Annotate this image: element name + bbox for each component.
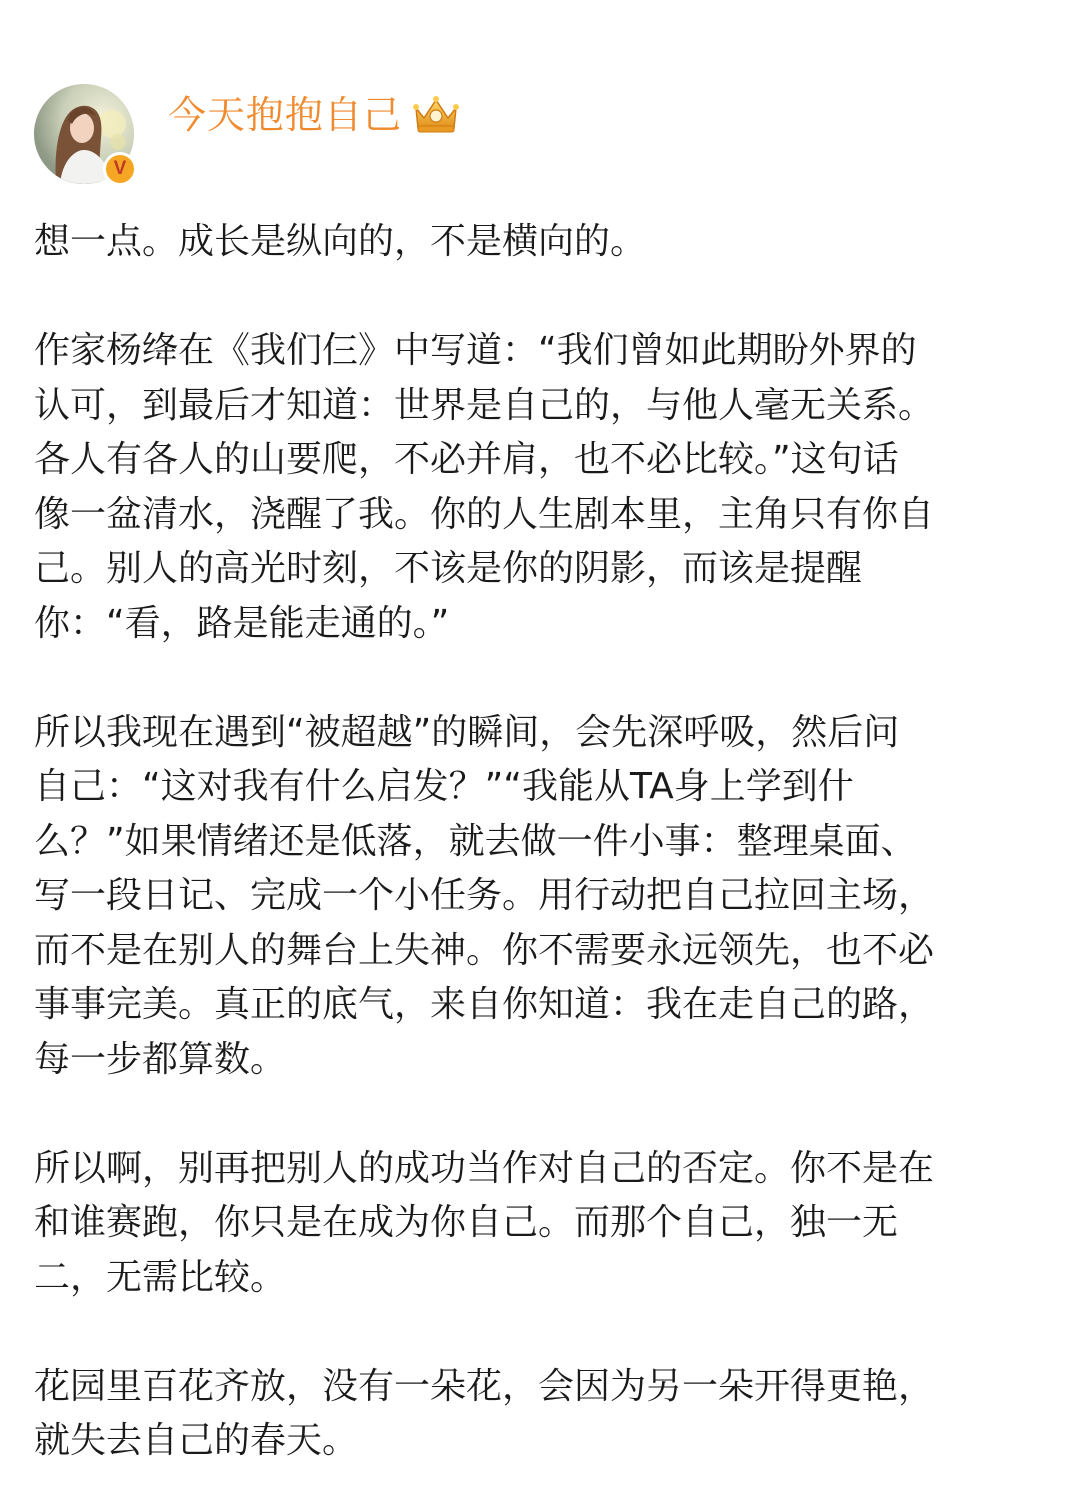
text-line: 写一段日记、完成一个小任务。用行动把自己拉回主场， xyxy=(34,875,935,916)
text-line: 像一盆清水，浇醒了我。你的人生剧本里，主角只有你自 xyxy=(34,493,935,535)
text-line: 认可，到最后才知道：世界是自己的，与他人毫无关系。 xyxy=(34,384,935,426)
text-line: 而不是在别人的舞台上失神。你不需要永远领先，也不必 xyxy=(34,929,935,971)
author-name[interactable]: 今天抱抱自己 xyxy=(168,93,403,137)
paragraph xyxy=(34,706,1034,1088)
text-line: 就失去自己的春天。 xyxy=(34,1420,359,1461)
paragraph xyxy=(34,1360,1034,1469)
text-line: 你：“看，路是能走通的。” xyxy=(34,602,450,644)
paragraph xyxy=(34,324,1034,651)
post-body xyxy=(34,215,1034,1469)
text-line: 事事完美。真正的底气，来自你知道：我在走自己的路， xyxy=(34,984,935,1025)
text-line: 作家杨绛在《我们仨》中写道：“我们曾如此期盼外界的 xyxy=(34,330,917,371)
post-header xyxy=(34,84,1044,188)
crown-icon[interactable] xyxy=(410,92,462,136)
text-line: 么？”如果情绪还是低落，就去做一件小事：整理桌面、 xyxy=(34,820,917,862)
text-line: 和谁赛跑，你只是在成为你自己。而那个自己，独一无 xyxy=(34,1202,899,1243)
text-line: 所以我现在遇到“被超越”的瞬间，会先深呼吸，然后问 xyxy=(34,711,900,753)
text-line: 每一步都算数。 xyxy=(34,1038,287,1080)
text-line: 己。别人的高光时刻，不该是你的阴影，而该是提醒 xyxy=(34,548,863,589)
verified-badge: V xyxy=(103,152,137,186)
text-line: 想一点。成长是纵向的，不是横向的。 xyxy=(34,221,647,262)
text-line: 各人有各人的山要爬，不必并肩，也不必比较。”这句话 xyxy=(34,439,899,480)
paragraph xyxy=(34,215,1034,270)
text-line: 所以啊，别再把别人的成功当作对自己的否定。你不是在 xyxy=(34,1147,935,1189)
paragraph xyxy=(34,1142,1034,1306)
text-line: 自己：“这对我有什么启发？”“我能从TA身上学到什 xyxy=(34,766,854,807)
text-line: 花园里百花齐放，没有一朵花，会因为另一朵开得更艳， xyxy=(34,1365,935,1407)
text-line: 二，无需比较。 xyxy=(34,1256,287,1298)
